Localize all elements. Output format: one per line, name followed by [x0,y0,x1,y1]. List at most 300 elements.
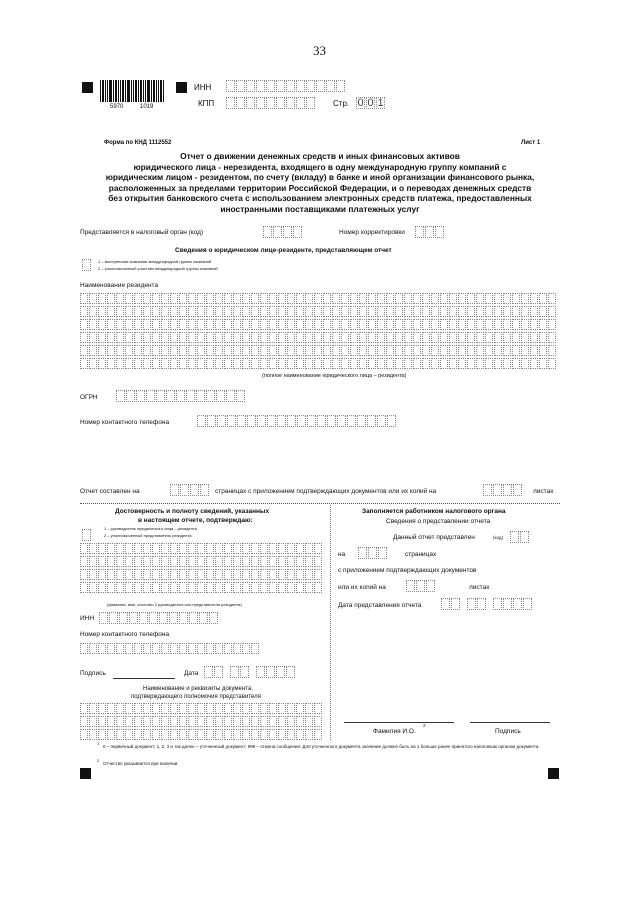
grid-cell[interactable] [386,358,394,369]
grid-cell[interactable] [278,556,286,567]
grid-cell[interactable] [251,716,259,727]
grid-cell[interactable] [359,319,367,330]
grid-cell[interactable] [260,332,268,343]
grid-cell[interactable] [476,345,484,356]
grid-cell[interactable] [251,358,259,369]
grid-cell[interactable] [512,345,520,356]
grid-cell[interactable] [152,716,160,727]
grid-cell[interactable] [503,345,511,356]
grid-cell[interactable] [80,556,88,567]
grid-cell[interactable] [440,293,448,304]
grid-cell[interactable] [260,703,268,714]
grid-cell[interactable] [206,643,214,654]
grid-cell[interactable] [143,716,151,727]
grid-cell[interactable] [521,319,529,330]
grid-cell[interactable] [530,306,538,317]
grid-cell[interactable] [107,729,115,740]
grid-cell[interactable] [161,582,169,593]
grid-cell[interactable] [503,332,511,343]
grid-cell[interactable] [143,703,151,714]
grid-cell[interactable] [314,543,322,554]
grid-cell[interactable] [179,332,187,343]
grid-cell[interactable] [107,345,115,356]
grid-cell[interactable] [179,729,187,740]
grid-cell[interactable] [188,716,196,727]
signer-name-grid[interactable] [80,543,323,595]
grid-cell[interactable] [431,358,439,369]
grid-cell[interactable] [548,293,556,304]
grid-cell[interactable] [449,358,457,369]
grid-cell[interactable] [386,306,394,317]
grid-cell[interactable] [287,345,295,356]
grid-cell[interactable] [152,729,160,740]
grid-cell[interactable] [107,716,115,727]
grid-cell[interactable] [494,319,502,330]
grid-cell[interactable] [341,319,349,330]
grid-cell[interactable] [476,319,484,330]
grid-cell[interactable] [233,643,241,654]
grid-cell[interactable] [233,345,241,356]
grid-cell[interactable] [395,306,403,317]
kpp-cells[interactable] [226,97,316,109]
grid-cell[interactable] [215,319,223,330]
grid-cell[interactable] [134,569,142,580]
grid-cell[interactable] [305,306,313,317]
grid-cell[interactable] [287,703,295,714]
grid-cell[interactable] [251,729,259,740]
grid-cell[interactable] [431,345,439,356]
grid-cell[interactable] [188,643,196,654]
grid-cell[interactable] [377,358,385,369]
doc-grid[interactable] [80,703,323,742]
grid-cell[interactable] [80,332,88,343]
grid-cell[interactable] [404,306,412,317]
grid-cell[interactable] [242,729,250,740]
grid-cell[interactable] [269,543,277,554]
grid-cell[interactable] [116,582,124,593]
grid-cell[interactable] [242,556,250,567]
grid-cell[interactable] [404,319,412,330]
phone-cells[interactable] [197,415,397,427]
grid-cell[interactable] [305,569,313,580]
grid-cell[interactable] [476,358,484,369]
grid-cell[interactable] [494,345,502,356]
grid-cell[interactable] [143,345,151,356]
grid-cell[interactable] [278,569,286,580]
grid-cell[interactable] [143,582,151,593]
grid-cell[interactable] [260,358,268,369]
grid-cell[interactable] [314,345,322,356]
grid-cell[interactable] [269,306,277,317]
grid-cell[interactable] [296,332,304,343]
grid-row[interactable] [80,703,323,714]
grid-cell[interactable] [134,556,142,567]
grid-cell[interactable] [89,293,97,304]
grid-cell[interactable] [161,569,169,580]
grid-cell[interactable] [206,582,214,593]
grid-cell[interactable] [296,293,304,304]
grid-cell[interactable] [386,332,394,343]
grid-cell[interactable] [116,729,124,740]
grid-cell[interactable] [161,556,169,567]
grid-cell[interactable] [305,345,313,356]
grid-cell[interactable] [269,319,277,330]
grid-cell[interactable] [188,543,196,554]
grid-cell[interactable] [161,543,169,554]
inn-cells[interactable] [226,80,346,92]
grid-cell[interactable] [269,358,277,369]
grid-cell[interactable] [413,319,421,330]
grid-cell[interactable] [215,643,223,654]
grid-cell[interactable] [116,358,124,369]
grid-cell[interactable] [233,332,241,343]
grid-cell[interactable] [125,582,133,593]
grid-cell[interactable] [152,319,160,330]
grid-cell[interactable] [305,703,313,714]
grid-cell[interactable] [242,345,250,356]
grid-cell[interactable] [503,293,511,304]
grid-cell[interactable] [269,332,277,343]
grid-cell[interactable] [314,319,322,330]
grid-cell[interactable] [116,643,124,654]
grid-cell[interactable] [98,306,106,317]
grid-cell[interactable] [458,345,466,356]
grid-cell[interactable] [314,293,322,304]
grid-cell[interactable] [89,306,97,317]
grid-cell[interactable] [170,543,178,554]
grid-cell[interactable] [287,716,295,727]
grid-cell[interactable] [386,293,394,304]
grid-cell[interactable] [287,569,295,580]
grid-cell[interactable] [440,345,448,356]
grid-cell[interactable] [314,358,322,369]
grid-cell[interactable] [422,332,430,343]
grid-cell[interactable] [323,319,331,330]
grid-cell[interactable] [170,358,178,369]
grid-cell[interactable] [296,345,304,356]
grid-cell[interactable] [125,703,133,714]
grid-cell[interactable] [188,358,196,369]
grid-cell[interactable] [125,358,133,369]
grid-cell[interactable] [197,358,205,369]
grid-row[interactable] [80,729,323,740]
grid-cell[interactable] [350,358,358,369]
grid-cell[interactable] [125,643,133,654]
grid-cell[interactable] [278,703,286,714]
grid-cell[interactable] [197,319,205,330]
grid-cell[interactable] [161,306,169,317]
grid-cell[interactable] [530,319,538,330]
grid-cell[interactable] [233,729,241,740]
grid-cell[interactable] [197,306,205,317]
grid-cell[interactable] [116,319,124,330]
grid-cell[interactable] [134,306,142,317]
grid-cell[interactable] [143,332,151,343]
grid-cell[interactable] [125,716,133,727]
grid-cell[interactable] [116,345,124,356]
grid-cell[interactable] [161,332,169,343]
grid-cell[interactable] [539,345,547,356]
grid-cell[interactable] [98,582,106,593]
grid-cell[interactable] [341,293,349,304]
grid-cell[interactable] [80,716,88,727]
grid-cell[interactable] [143,358,151,369]
grid-cell[interactable] [152,556,160,567]
grid-cell[interactable] [332,345,340,356]
grid-cell[interactable] [422,358,430,369]
grid-cell[interactable] [287,306,295,317]
grid-cell[interactable] [134,703,142,714]
grid-cell[interactable] [206,319,214,330]
signer-phone-cells[interactable] [80,643,260,654]
grid-cell[interactable] [224,306,232,317]
grid-cell[interactable] [107,358,115,369]
grid-cell[interactable] [170,345,178,356]
grid-cell[interactable] [233,582,241,593]
grid-cell[interactable] [251,643,259,654]
grid-cell[interactable] [260,582,268,593]
grid-cell[interactable] [215,332,223,343]
grid-cell[interactable] [269,716,277,727]
grid-cell[interactable] [530,332,538,343]
grid-cell[interactable] [377,332,385,343]
grid-cell[interactable] [215,306,223,317]
grid-cell[interactable] [323,306,331,317]
grid-cell[interactable] [143,319,151,330]
submission-date-cells[interactable] [441,598,533,610]
grid-cell[interactable] [251,345,259,356]
grid-cell[interactable] [530,345,538,356]
grid-cell[interactable] [539,319,547,330]
grid-cell[interactable] [305,556,313,567]
grid-cell[interactable] [296,569,304,580]
grid-cell[interactable] [458,319,466,330]
grid-cell[interactable] [287,729,295,740]
grid-cell[interactable] [98,345,106,356]
grid-cell[interactable] [125,556,133,567]
grid-cell[interactable] [503,306,511,317]
resident-name-grid[interactable] [80,293,557,371]
grid-cell[interactable] [188,582,196,593]
grid-cell[interactable] [224,716,232,727]
grid-cell[interactable] [395,319,403,330]
grid-cell[interactable] [323,293,331,304]
grid-cell[interactable] [503,358,511,369]
grid-cell[interactable] [224,319,232,330]
grid-cell[interactable] [467,345,475,356]
grid-cell[interactable] [296,582,304,593]
grid-cell[interactable] [215,358,223,369]
grid-cell[interactable] [467,319,475,330]
grid-cell[interactable] [260,319,268,330]
grid-cell[interactable] [530,293,538,304]
grid-cell[interactable] [305,729,313,740]
grid-cell[interactable] [134,319,142,330]
grid-cell[interactable] [314,556,322,567]
grid-cell[interactable] [134,729,142,740]
grid-cell[interactable] [467,358,475,369]
grid-cell[interactable] [161,358,169,369]
grid-cell[interactable] [521,345,529,356]
grid-cell[interactable] [323,358,331,369]
grid-cell[interactable] [188,306,196,317]
grid-cell[interactable] [260,569,268,580]
grid-cell[interactable] [98,556,106,567]
grid-cell[interactable] [98,358,106,369]
grid-cell[interactable] [332,332,340,343]
grid-cell[interactable] [161,716,169,727]
grid-cell[interactable] [260,543,268,554]
grid-cell[interactable] [143,543,151,554]
signer-inn-cells[interactable] [99,612,219,624]
presented-code-cells[interactable] [510,531,530,543]
grid-cell[interactable] [197,716,205,727]
grid-cell[interactable] [89,643,97,654]
grid-cell[interactable] [377,345,385,356]
grid-cell[interactable] [143,569,151,580]
grid-cell[interactable] [287,332,295,343]
grid-row[interactable] [80,332,557,343]
grid-cell[interactable] [215,345,223,356]
grid-cell[interactable] [305,543,313,554]
grid-cell[interactable] [278,729,286,740]
grid-cell[interactable] [449,306,457,317]
grid-cell[interactable] [278,306,286,317]
grid-cell[interactable] [80,643,88,654]
grid-cell[interactable] [161,703,169,714]
grid-cell[interactable] [134,716,142,727]
grid-cell[interactable] [206,703,214,714]
grid-cell[interactable] [224,569,232,580]
grid-cell[interactable] [296,716,304,727]
grid-cell[interactable] [125,569,133,580]
grid-cell[interactable] [98,293,106,304]
grid-cell[interactable] [98,716,106,727]
grid-cell[interactable] [152,569,160,580]
grid-cell[interactable] [224,293,232,304]
grid-cell[interactable] [188,556,196,567]
grid-cell[interactable] [278,332,286,343]
grid-cell[interactable] [233,556,241,567]
grid-cell[interactable] [215,716,223,727]
pages-cells[interactable] [170,484,210,496]
grid-cell[interactable] [359,306,367,317]
grid-cell[interactable] [224,332,232,343]
grid-cell[interactable] [485,319,493,330]
grid-cell[interactable] [458,358,466,369]
grid-cell[interactable] [233,358,241,369]
grid-cell[interactable] [251,543,259,554]
grid-cell[interactable] [170,703,178,714]
grid-cell[interactable] [107,306,115,317]
grid-cell[interactable] [134,582,142,593]
grid-cell[interactable] [521,358,529,369]
grid-cell[interactable] [449,319,457,330]
grid-cell[interactable] [449,332,457,343]
grid-cell[interactable] [179,358,187,369]
grid-cell[interactable] [89,729,97,740]
grid-cell[interactable] [494,293,502,304]
grid-cell[interactable] [314,703,322,714]
grid-cell[interactable] [125,332,133,343]
grid-cell[interactable] [107,293,115,304]
grid-cell[interactable] [116,716,124,727]
grid-cell[interactable] [359,293,367,304]
grid-cell[interactable] [134,643,142,654]
grid-cell[interactable] [107,582,115,593]
grid-cell[interactable] [206,569,214,580]
date-cells[interactable] [204,666,296,678]
grid-row[interactable] [80,345,557,356]
grid-cell[interactable] [359,345,367,356]
grid-cell[interactable] [98,569,106,580]
grid-cell[interactable] [224,543,232,554]
grid-cell[interactable] [431,332,439,343]
grid-cell[interactable] [197,729,205,740]
grid-cell[interactable] [269,345,277,356]
grid-cell[interactable] [98,703,106,714]
grid-cell[interactable] [134,345,142,356]
grid-cell[interactable] [413,332,421,343]
grid-cell[interactable] [224,556,232,567]
grid-cell[interactable] [278,293,286,304]
grid-cell[interactable] [170,643,178,654]
grid-cell[interactable] [134,358,142,369]
grid-cell[interactable] [179,643,187,654]
grid-cell[interactable] [161,293,169,304]
grid-cell[interactable] [260,293,268,304]
grid-cell[interactable] [152,345,160,356]
grid-cell[interactable] [485,358,493,369]
grid-cell[interactable] [431,293,439,304]
grid-cell[interactable] [116,569,124,580]
grid-cell[interactable] [233,703,241,714]
grid-cell[interactable] [251,582,259,593]
grid-cell[interactable] [215,293,223,304]
grid-cell[interactable] [512,293,520,304]
grid-cell[interactable] [80,306,88,317]
grid-cell[interactable] [440,358,448,369]
grid-cell[interactable] [548,306,556,317]
grid-cell[interactable] [89,345,97,356]
grid-cell[interactable] [476,306,484,317]
grid-cell[interactable] [413,306,421,317]
grid-cell[interactable] [314,716,322,727]
grid-cell[interactable] [143,643,151,654]
grid-cell[interactable] [116,332,124,343]
grid-cell[interactable] [494,306,502,317]
grid-cell[interactable] [386,319,394,330]
grid-cell[interactable] [395,358,403,369]
grid-cell[interactable] [161,729,169,740]
grid-cell[interactable] [89,569,97,580]
grid-cell[interactable] [116,306,124,317]
grid-cell[interactable] [332,319,340,330]
grid-cell[interactable] [323,345,331,356]
grid-cell[interactable] [107,643,115,654]
grid-cell[interactable] [368,358,376,369]
grid-cell[interactable] [224,582,232,593]
grid-cell[interactable] [80,569,88,580]
grid-cell[interactable] [296,729,304,740]
grid-cell[interactable] [458,293,466,304]
correction-cells[interactable] [415,226,445,238]
grid-cell[interactable] [224,729,232,740]
grid-cell[interactable] [143,729,151,740]
grid-cell[interactable] [170,569,178,580]
grid-cell[interactable] [242,332,250,343]
grid-cell[interactable] [233,319,241,330]
